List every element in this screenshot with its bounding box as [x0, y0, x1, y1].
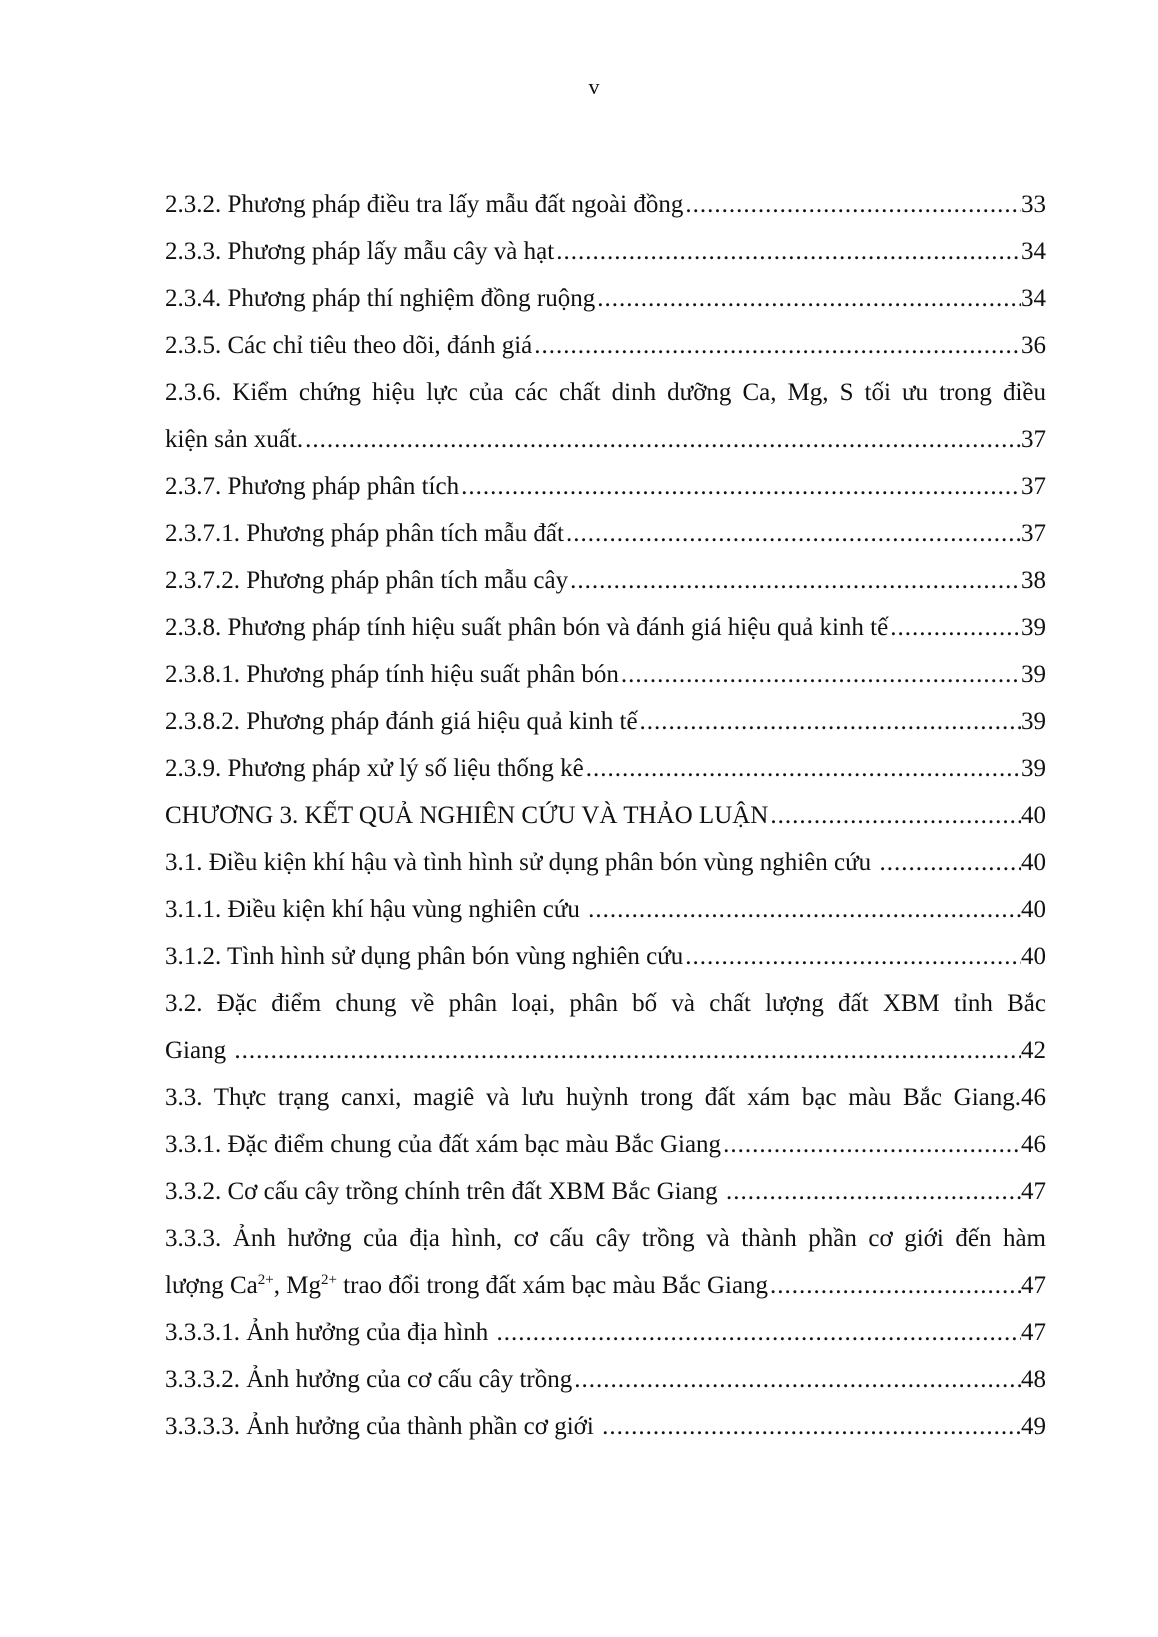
toc-entry-title: 3.3.2. Cơ cấu cây trồng chính trên đất XBM Bắc Giang [165, 1178, 724, 1205]
toc-entry-page: 40 [1021, 802, 1046, 829]
toc-entry[interactable] [165, 557, 1046, 604]
toc-entry-title: 2.3.8.1. Phương pháp tính hiệu suất phân bón [165, 661, 619, 688]
superscript-charge: 2+ [320, 1272, 337, 1288]
toc-entry[interactable] [165, 839, 1046, 886]
toc-entry-title: 3.1.2. Tình hình sử dụng phân bón vùng nghiên cứu [165, 943, 684, 970]
toc-entry-wrapped-line[interactable] [165, 980, 1046, 1027]
toc-entry-wrapped-line[interactable] [165, 369, 1046, 416]
toc-entry-title: 2.3.8. Phương pháp tính hiệu suất phân bón và đánh giá hiệu quả kinh tế [165, 614, 889, 641]
toc-entry-wrapped-line[interactable] [165, 1215, 1046, 1262]
toc-leader-dots [572, 1356, 1021, 1403]
toc-entry[interactable] [165, 275, 1046, 322]
toc-entry-title: 2.3.7. Phương pháp phân tích [165, 473, 460, 500]
toc-leader-dots [888, 604, 1021, 651]
toc-entry[interactable] [165, 322, 1046, 369]
toc-leader-dots [595, 275, 1021, 322]
toc-entry-title: CHƯƠNG 3. KẾT QUẢ NGHIÊN CỨU VÀ THẢO LUẬN [165, 802, 769, 829]
toc-entry-page: 39 [1021, 708, 1046, 735]
toc-entry-page: 47 [1021, 1319, 1046, 1346]
toc-entry-title: 2.3.4. Phương pháp thí nghiệm đồng ruộng [165, 285, 596, 312]
toc-entry-title: 3.3.3.1. Ảnh hưởng của địa hình [165, 1319, 495, 1346]
toc-leader-dots [564, 510, 1021, 557]
toc-entry-title [165, 1262, 768, 1309]
toc-entry-page: 39 [1021, 755, 1046, 782]
toc-leader-dots [232, 1027, 1021, 1074]
toc-entry-title: 3.3. Thực trạng canxi, magiê và lưu huỳnh trong đất xám bạc màu Bắc Giang. [165, 1084, 1021, 1111]
toc-entry-title: 3.1. Điều kiện khí hậu và tình hình sử dụng phân bón vùng nghiên cứu [165, 849, 878, 876]
toc-entry-page: 49 [1021, 1413, 1046, 1440]
toc-entry[interactable] [165, 933, 1046, 980]
toc-entry[interactable] [165, 698, 1046, 745]
toc-entry-page: 47 [1021, 1178, 1046, 1205]
toc-entry[interactable] [165, 1356, 1046, 1403]
toc-entry-page: 46 [1021, 1131, 1046, 1158]
toc-leader-dots [459, 463, 1021, 510]
toc-entry[interactable] [165, 1121, 1046, 1168]
toc-leader-dots [568, 557, 1021, 604]
toc-leader-dots [495, 1309, 1021, 1356]
superscript-charge: 2+ [257, 1272, 274, 1288]
toc-leader-dots [619, 651, 1021, 698]
toc-entry[interactable] [165, 1403, 1046, 1450]
toc-entry-title: Giang [165, 1037, 233, 1064]
toc-entry-title: 3.3.3.3. Ảnh hưởng của thành phần cơ giới [165, 1413, 601, 1440]
toc-leader-dots [303, 416, 1021, 463]
toc-entry-page: 37 [1021, 473, 1046, 500]
toc-entry-title: kiện sản xuất. [165, 426, 304, 453]
toc-text-part: , Mg [273, 1272, 321, 1299]
toc-entry-title: 2.3.2. Phương pháp điều tra lấy mẫu đất ngoài đồng [165, 191, 684, 218]
toc-entry[interactable] [165, 510, 1046, 557]
toc-entry-page: 38 [1021, 567, 1046, 594]
toc-leader-dots [638, 698, 1021, 745]
toc-entry-title: 3.3.3.2. Ảnh hưởng của cơ cấu cây trồng [165, 1366, 573, 1393]
toc-entry-title: 2.3.7.2. Phương pháp phân tích mẫu cây [165, 567, 569, 594]
toc-entry[interactable] [165, 1309, 1046, 1356]
toc-entry-title: 2.3.3. Phương pháp lấy mẫu cây và hạt [165, 238, 555, 265]
toc-entry[interactable] [165, 604, 1046, 651]
toc-entry[interactable] [165, 745, 1046, 792]
toc-leader-dots [683, 181, 1021, 228]
toc-entry-continuation[interactable] [165, 416, 1046, 463]
toc-leader-dots [724, 1168, 1021, 1215]
toc-entry-continuation[interactable] [165, 1262, 1046, 1309]
toc-entry[interactable] [165, 181, 1046, 228]
toc-entry[interactable] [165, 1168, 1046, 1215]
page-number: v [588, 74, 600, 99]
toc-leader-dots [721, 1121, 1021, 1168]
toc-entry[interactable] [165, 463, 1046, 510]
toc-entry-page: 42 [1021, 1037, 1046, 1064]
toc-entry-title: 2.3.9. Phương pháp xử lý số liệu thống kê [165, 755, 584, 782]
toc-entry-page: 34 [1021, 285, 1046, 312]
toc-text-part: lượng Ca [165, 1272, 258, 1299]
toc-entry-title: 2.3.8.2. Phương pháp đánh giá hiệu quả kinh tế [165, 708, 638, 735]
toc-leader-dots [584, 745, 1021, 792]
toc-entry-title: 3.3.3. Ảnh hưởng của địa hình, cơ cấu cây trồng và thành phần cơ giới đến hàm [165, 1225, 1046, 1252]
toc-entry-page: 39 [1021, 661, 1046, 688]
toc-entry-page: 39 [1021, 614, 1046, 641]
toc-chapter-entry[interactable] [165, 792, 1046, 839]
toc-entry[interactable] [165, 886, 1046, 933]
toc-entry-title: 3.2. Đặc điểm chung về phân loại, phân bố và chất lượng đất XBM tỉnh Bắc [165, 990, 1046, 1017]
toc-entry-page: 37 [1021, 426, 1046, 453]
toc-leader-dots [683, 933, 1021, 980]
toc-entry-title: 2.3.5. Các chỉ tiêu theo dõi, đánh giá [165, 332, 533, 359]
toc-entry[interactable] [165, 228, 1046, 275]
toc-leader-dots [554, 228, 1021, 275]
toc-entry-title: 3.1.1. Điều kiện khí hậu vùng nghiên cứu [165, 896, 587, 923]
toc-leader-dots [532, 322, 1021, 369]
toc-entry-page: 40 [1021, 896, 1046, 923]
toc-text-part: trao đổi trong đất xám bạc màu Bắc Giang [336, 1272, 769, 1299]
toc-entry-page: 36 [1021, 332, 1046, 359]
toc-entry-page: 40 [1021, 849, 1046, 876]
toc-entry-page: 40 [1021, 943, 1046, 970]
toc-entry-page: 37 [1021, 520, 1046, 547]
toc-leader-dots [768, 792, 1021, 839]
toc-leader-dots [768, 1262, 1021, 1309]
toc-leader-dots [877, 839, 1021, 886]
toc-entry-title: 3.3.1. Đặc điểm chung của đất xám bạc màu Bắc Giang [165, 1131, 722, 1158]
toc-entry-title: 2.3.6. Kiểm chứng hiệu lực của các chất dinh dưỡng Ca, Mg, S tối ưu trong điều [165, 379, 1046, 406]
toc-entry-page: 33 [1021, 191, 1046, 218]
toc-entry-page: 34 [1021, 238, 1046, 265]
toc-entry[interactable] [165, 651, 1046, 698]
toc-entry-page: 46 [1021, 1084, 1046, 1111]
toc-entry-title: 2.3.7.1. Phương pháp phân tích mẫu đất [165, 520, 564, 547]
toc-entry-page: 47 [1021, 1272, 1046, 1299]
toc-entry-page: 48 [1021, 1366, 1046, 1393]
toc-entry[interactable] [165, 1074, 1046, 1121]
toc-leader-dots [600, 1403, 1021, 1450]
toc-leader-dots [586, 886, 1021, 933]
toc-entry-continuation[interactable] [165, 1027, 1046, 1074]
table-of-contents [165, 181, 1046, 1450]
